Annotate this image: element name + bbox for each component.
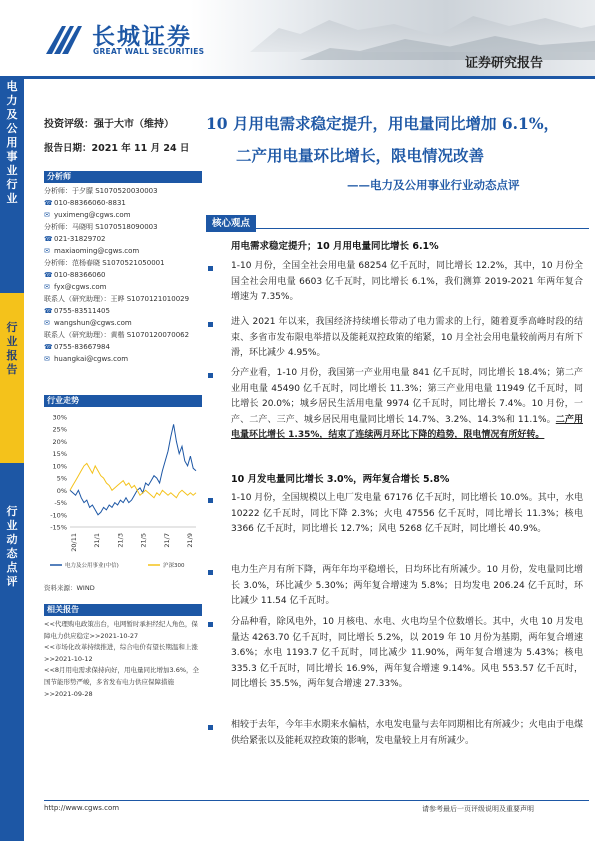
analyst-line-text[interactable]: wangshun@cgws.com [54, 319, 132, 327]
vertical-industry-label: 电 力 及 公 用 事 业 行 业 [6, 80, 18, 205]
paragraph-2: 进入 2021 年以来，我国经济持续增长带动了电力需求的上行，随着夏季高峰时段的结束、多省市发布限电举措以及能耗双控政策的缩紧，10 月全社会用电量较前两月有所下滑，环比减少 4.95%。 [231, 317, 583, 359]
vertical-dynamic-label: 行 业 动 态 点 评 [6, 505, 18, 588]
industry-trend-chart [44, 409, 204, 579]
analyst-line [44, 233, 204, 245]
great-wall-logo-icon [44, 20, 84, 60]
y-tick-label: 5% [56, 474, 67, 483]
left-yellow-band [0, 293, 24, 463]
analyst-line-text: 分析师：于夕朦 S1070520030003 [44, 187, 158, 195]
paragraph-3 [231, 366, 583, 444]
paragraph-3-text: 分产业看，1-10 月份，我国第一产业用电量 841 亿千瓦时，同比增长 18.4%；第二产业用电量 45490 亿千瓦时，同比增长 11.3%；第三产业用电量 11949 亿千瓦时，同比增长 20.0%；城乡居民生活用电量 9974 亿千瓦时，同比增长 7.4%。10 月份，一产、二产、三产、城乡居民用电量同比增长 14.7%、3.2%、14.3%和 11.1%。 [231, 368, 583, 425]
analyst-line [44, 209, 204, 221]
paragraph-3-highlight: 二产用电量环比增长 1.35%，结束了连续两月环比下降的趋势，限电情况有所好转。 [231, 414, 583, 441]
y-tick-label: -15% [50, 523, 67, 532]
y-tick-label: 20% [52, 437, 67, 446]
bullet-marker [208, 322, 213, 327]
mail-icon: ✉ [44, 211, 50, 219]
phone-icon: ☎ [44, 235, 53, 243]
analyst-line-text: 021-31829702 [54, 235, 106, 243]
series-line [70, 463, 196, 497]
analyst-line-text: 0755-83511405 [54, 307, 110, 315]
x-tick-label: 21/3 [116, 533, 125, 548]
chart-source: 资料来源：WIND [44, 584, 95, 592]
paragraph-4: 1-10 月份，全国规模以上电厂发电量 67176 亿千瓦时，同比增长 10.0%。其中，水电 10222 亿千瓦时，同比下降 2.3%；火电 47556 亿千瓦时，同比增长 11.3%；核电 3366 亿千瓦时，同比增长 12.7%；风电 5268 亿千瓦时，同比增长 40.9%。 [231, 493, 583, 535]
report-title-line-1: 10 月用电需求稳定提升，用电量同比增加 6.1%， [206, 114, 560, 133]
mail-icon: ✉ [44, 283, 50, 291]
header-divider [0, 76, 595, 79]
footer-disclaimer-note: 请参考最后一页评级说明及重要声明 [422, 805, 534, 813]
section-2-title: 10 月发电量同比增长 3.0%，两年复合增长 5.8% [231, 474, 450, 485]
analyst-line-text[interactable]: yuximeng@cgws.com [54, 211, 131, 219]
core-views-label: 核心观点 [206, 215, 256, 232]
bullet-marker [208, 622, 213, 627]
analyst-line [44, 281, 204, 293]
related-reports-list [44, 619, 202, 700]
analyst-line-text: 分析师：马晓明 S1070518090003 [44, 223, 158, 231]
related-report-link[interactable]: <<代理购电政策出台，电网暂时承担经纪人角色，保障电力供应稳定>>2021-10-27 [44, 620, 198, 640]
y-tick-label: 25% [52, 425, 67, 434]
industry-trend-heading: 行业走势 [44, 395, 202, 407]
analyst-line [44, 353, 204, 365]
analyst-line [44, 317, 204, 329]
x-tick-label: 20/11 [70, 533, 78, 552]
analyst-line [44, 293, 204, 305]
footer-divider [44, 800, 589, 801]
logo-chinese-name: 长城证券 [92, 23, 192, 50]
report-date: 报告日期：2021 年 11 月 24 日 [44, 143, 190, 154]
analyst-line [44, 305, 204, 317]
analyst-line [44, 341, 204, 353]
analyst-line [44, 197, 204, 209]
paragraph-1: 1-10 月份，全国全社会用电量 68254 亿千瓦时，同比增长 12.2%，其中，10 月份全国全社会用电量 6603 亿千瓦时，同比增长 6.1%，我们测算 2019-2021 年两年复合增速为 7.35%。 [231, 261, 583, 303]
x-tick-label: 21/9 [186, 533, 194, 548]
mail-icon: ✉ [44, 319, 50, 327]
footer-website-link[interactable]: http://www.cgws.com [44, 804, 120, 812]
phone-icon: ☎ [44, 307, 53, 315]
y-tick-label: -5% [54, 499, 67, 508]
y-tick-label: 10% [52, 462, 67, 471]
analyst-line [44, 329, 204, 341]
analyst-line-text: 分析师：范杨春晓 S1070521050001 [44, 259, 165, 267]
legend-label: 沪深300 [163, 563, 185, 569]
analyst-line-text[interactable]: maxiaoming@cgws.com [54, 247, 140, 255]
x-tick-label: 21/1 [93, 533, 102, 548]
phone-icon: ☎ [44, 271, 53, 279]
phone-icon: ☎ [44, 199, 53, 207]
bullet-marker [208, 498, 213, 503]
x-tick-label: 21/5 [139, 533, 148, 548]
header-banner [0, 0, 595, 78]
related-report-link[interactable]: <<市场化改革持续推进，综合电价有望长期温和上涨>>2021-10-12 [44, 643, 198, 663]
analyst-line-text: 0755-83667984 [54, 343, 110, 351]
y-tick-label: -10% [50, 511, 67, 520]
report-type-label: 证券研究报告 [465, 56, 544, 71]
y-tick-label: 30% [52, 413, 67, 422]
paragraph-7: 相较于去年，今年丰水期来水偏枯，水电发电量与去年同期相比有所减少；火电由于电煤供给紧张以及能耗双控政策的影响，发电量较上月有所减少。 [231, 720, 583, 746]
bullet-marker [208, 570, 213, 575]
investment-rating: 投资评级：强于大市（维持） [44, 119, 174, 130]
series-line [70, 424, 196, 515]
paragraph-6: 分品种看，除风电外，10 月核电、水电、火电均呈个位数增长。其中，火电 10 月发电量达 4263.70 亿千瓦时，同比增长 5.2%，以 2019 年 10 月份为基期，两年复合增速 3.6%；水电 1193.7 亿千瓦时，同比减少 11.90%，两年复合增速为 5.43%；核电 335.3 亿千瓦时，同比增长 16.9%，两年复合增速 9.14%。风电 553.57 亿千瓦时，同比增长 35.5%，两年复合增速 27.33%。 [231, 617, 583, 690]
analyst-list [44, 185, 204, 365]
analyst-line-text: 联系人（研究助理）：黄楷 S1070120070062 [44, 331, 190, 339]
analyst-line [44, 269, 204, 281]
report-subtitle: ——电力及公用事业行业动态点评 [347, 178, 520, 192]
analyst-line-text[interactable]: fyx@cgws.com [54, 283, 107, 291]
logo-english-name: GREAT WALL SECURITIES [93, 47, 205, 56]
related-reports-heading: 相关报告 [44, 604, 202, 616]
y-tick-label: 15% [52, 450, 67, 459]
analyst-line [44, 257, 204, 269]
analyst-line [44, 245, 204, 257]
mail-icon: ✉ [44, 355, 50, 363]
phone-icon: ☎ [44, 343, 53, 351]
core-views-heading [206, 211, 589, 229]
analyst-line [44, 185, 204, 197]
paragraph-5: 电力生产月有所下降，两年年均平稳增长，日均环比有所减少。10 月份，发电量同比增长 3.0%，环比减少 5.30%；两年复合增速为 5.8%；日均发电 206.24 亿千瓦时，环比减少 11.54 亿千瓦时。 [231, 565, 583, 607]
analyst-line-text: 联系人（研究助理）：王晔 S1070121010029 [44, 295, 190, 303]
analyst-line [44, 221, 204, 233]
bullet-marker [208, 266, 213, 271]
bullet-marker [208, 725, 213, 730]
vertical-report-label: 行 业 报 告 [6, 321, 18, 376]
analyst-line-text: 010-88366060 [54, 271, 106, 279]
mail-icon: ✉ [44, 247, 50, 255]
y-tick-label: 0% [56, 486, 67, 495]
x-tick-label: 21/7 [162, 533, 171, 548]
section-1-title: 用电需求稳定提升；10 月用电量同比增长 6.1% [231, 241, 439, 252]
analyst-line-text[interactable]: huangkai@cgws.com [54, 355, 129, 363]
legend-label: 电力及公用事业(中信) [65, 563, 119, 569]
analyst-line-text: 010-88366060-8831 [54, 199, 126, 207]
report-title-line-2: 二产用电量环比增长，限电情况改善 [236, 146, 485, 165]
bullet-marker [208, 373, 213, 378]
analyst-heading: 分析师 [44, 171, 202, 183]
related-report-link[interactable]: <<8月用电需求保持向好，用电量同比增加3.6%，全国节能形势严峻，多省发布电力供应保障措施>>2021-09-28 [44, 666, 200, 698]
